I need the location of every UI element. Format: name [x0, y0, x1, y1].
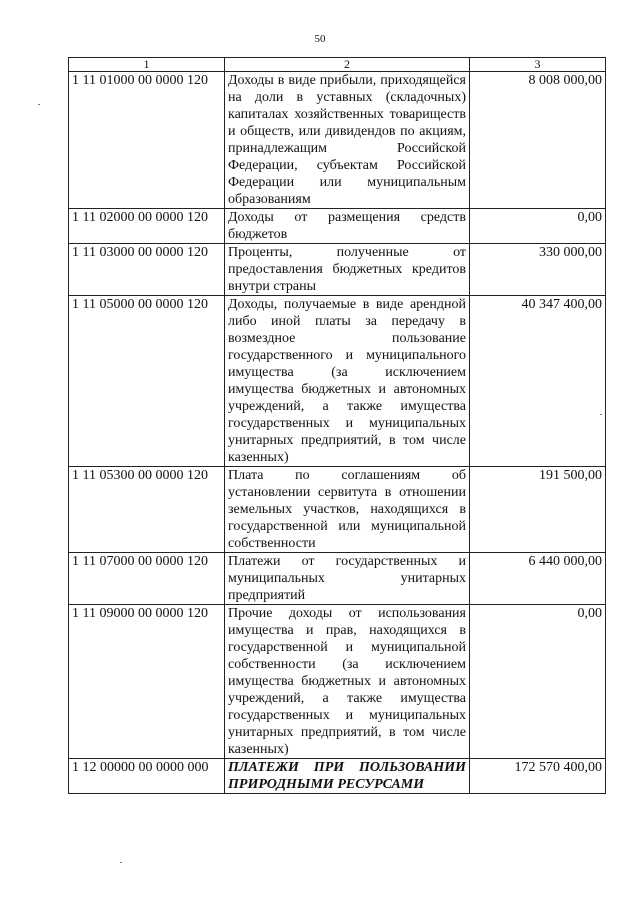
amount: 172 570 400,00 [470, 759, 606, 794]
revenue-section-title: ПЛАТЕЖИ ПРИ ПОЛЬЗОВАНИИ ПРИРОДНЫМИ РЕСУРСАМИ [225, 759, 470, 794]
amount: 191 500,00 [470, 467, 606, 553]
table-row [69, 467, 606, 553]
revenue-description: Проценты, полученные от предоставления бюджетных кредитов внутри страны [225, 244, 470, 296]
table-row [69, 605, 606, 759]
amount: 40 347 400,00 [470, 296, 606, 467]
amount: 0,00 [470, 605, 606, 759]
table-row [69, 296, 606, 467]
table-row [69, 553, 606, 605]
scan-speck [600, 414, 602, 415]
scan-speck [120, 862, 122, 863]
table-row [69, 244, 606, 296]
budget-code: 1 11 05300 00 0000 120 [69, 467, 225, 553]
table-row [69, 759, 606, 794]
page-number: 50 [314, 33, 326, 45]
table-row [69, 209, 606, 244]
revenue-description: Плата по соглашениям об установлении сервитута в отношении земельных участков, находящихся в государственной или муниципальной собственности [225, 467, 470, 553]
revenue-description: Прочие доходы от использования имущества и прав, находящихся в государственной и муниципальной собственности (за исключением имущества бюджетных и автономных учреждений, а также имущества государственных и муниципальных унитарных предприятий, в том числе казенных) [225, 605, 470, 759]
amount: 6 440 000,00 [470, 553, 606, 605]
amount: 8 008 000,00 [470, 72, 606, 209]
header-cell-description: 2 [225, 58, 470, 72]
header-row [69, 58, 606, 72]
revenue-description: Доходы от размещения средств бюджетов [225, 209, 470, 244]
revenue-description: Платежи от государственных и муниципальных унитарных предприятий [225, 553, 470, 605]
scan-speck [38, 104, 40, 105]
budget-code: 1 11 07000 00 0000 120 [69, 553, 225, 605]
budget-revenue-table [68, 57, 606, 794]
amount: 330 000,00 [470, 244, 606, 296]
revenue-description: Доходы, получаемые в виде арендной либо иной платы за передачу в возмездное пользование государственного и муниципального имущества (за исключением имущества бюджетных и автономных учреждений, а также имущества государственных и муниципальных унитарных предприятий, в том числе казенных) [225, 296, 470, 467]
budget-code: 1 11 02000 00 0000 120 [69, 209, 225, 244]
budget-code: 1 11 09000 00 0000 120 [69, 605, 225, 759]
budget-code: 1 11 03000 00 0000 120 [69, 244, 225, 296]
budget-code: 1 11 05000 00 0000 120 [69, 296, 225, 467]
header-cell-amount: 3 [470, 58, 606, 72]
amount: 0,00 [470, 209, 606, 244]
header-cell-code: 1 [69, 58, 225, 72]
revenue-description: Доходы в виде прибыли, приходящейся на доли в уставных (складочных) капиталах хозяйственных товариществ и обществ, или дивидендов по акциям, принадлежащим Российской Федерации, субъектам Российской Федерации или муниципальным образованиям [225, 72, 470, 209]
table-row [69, 72, 606, 209]
budget-code: 1 12 00000 00 0000 000 [69, 759, 225, 794]
budget-code: 1 11 01000 00 0000 120 [69, 72, 225, 209]
